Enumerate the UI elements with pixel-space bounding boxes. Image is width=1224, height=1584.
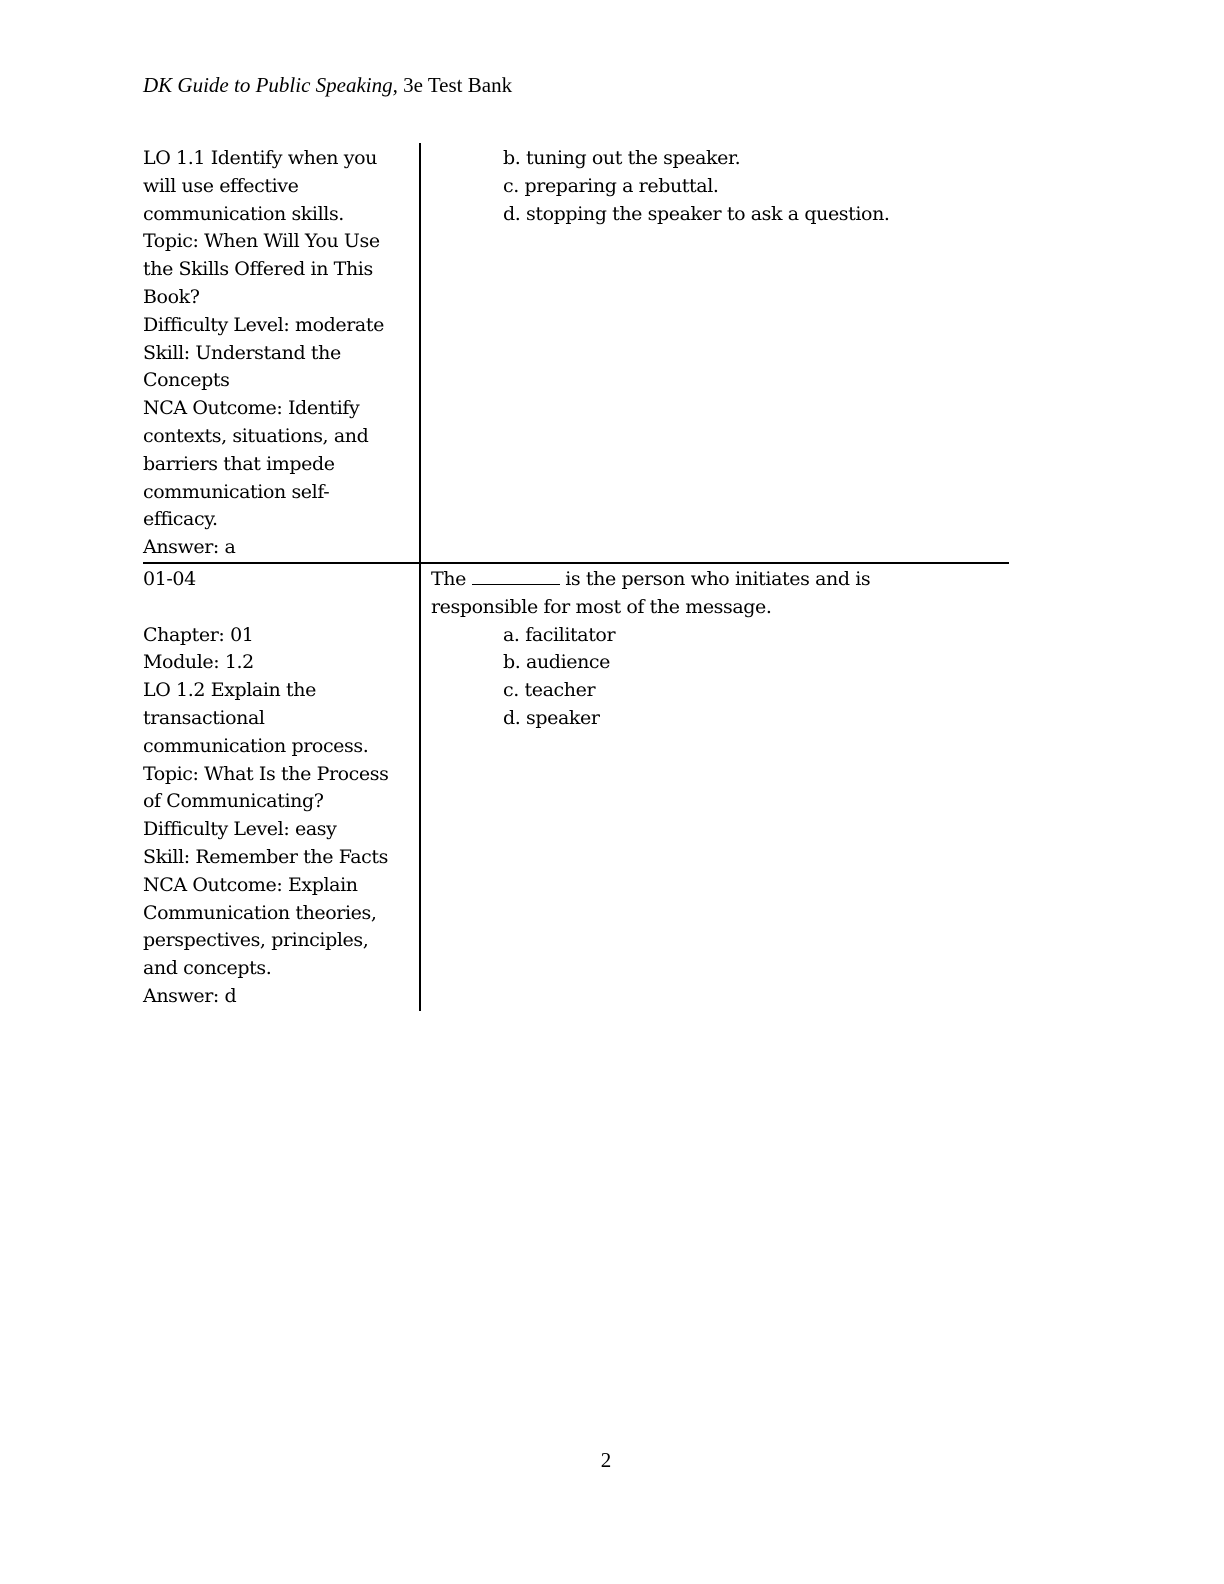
meta-line: Module: 1.2 (143, 651, 254, 674)
answer-option: b. tuning out the speaker. (503, 147, 741, 169)
meta-line: NCA Outcome: Explain (143, 873, 358, 896)
meta-line: LO 1.2 Explain the (143, 679, 316, 702)
meta-line: Book? (143, 285, 200, 308)
meta-line: barriers that impede (143, 452, 335, 475)
meta-line: Skill: Understand the (143, 341, 341, 364)
meta-line: NCA Outcome: Identify (143, 397, 360, 420)
question-text-end: is the person who initiates and is (559, 567, 871, 590)
running-header (143, 72, 512, 98)
meta-line: Difficulty Level: moderate (143, 313, 384, 336)
question-id: 01-04 (143, 567, 196, 590)
answer-option: d. speaker (503, 706, 600, 729)
question-text-start: The (431, 567, 472, 590)
question-metadata (143, 564, 421, 1011)
meta-line: transactional (143, 706, 265, 729)
meta-line: Difficulty Level: easy (143, 818, 337, 841)
question-row (143, 143, 1009, 564)
question-content (421, 143, 1009, 562)
meta-line: Topic: What Is the Process (143, 762, 389, 785)
question-stem-continued: responsible for most of the message. (431, 595, 772, 618)
spacer (143, 594, 419, 622)
answer-option: b. audience (503, 651, 611, 674)
question-row (143, 564, 1009, 1011)
meta-line: communication skills. (143, 202, 344, 225)
answer-option: c. preparing a rebuttal. (503, 174, 719, 197)
meta-line: and concepts. (143, 957, 272, 980)
answer-option: c. teacher (503, 679, 596, 702)
meta-line: will use effective (143, 174, 299, 197)
meta-line: Skill: Remember the Facts (143, 845, 388, 868)
question-stem (431, 566, 1009, 594)
question-table (143, 143, 1009, 1011)
question-content (421, 564, 1009, 1011)
answer-option: a. facilitator (503, 623, 616, 646)
meta-line: the Skills Offered in This (143, 258, 373, 281)
fill-in-blank (472, 566, 560, 585)
meta-line: perspectives, principles, (143, 929, 369, 952)
answer-line: Answer: d (143, 984, 237, 1007)
page-number: 2 (600, 1448, 612, 1472)
meta-line: contexts, situations, and (143, 424, 369, 447)
meta-line: Chapter: 01 (143, 623, 254, 646)
answer-option: d. stopping the speaker to ask a question. (503, 202, 890, 225)
answer-line: Answer: a (143, 536, 236, 559)
meta-line: LO 1.1 Identify when you (143, 147, 377, 169)
header-book-title: DK Guide to Public Speaking, (143, 73, 398, 97)
meta-line: Communication theories, (143, 901, 377, 924)
header-subtitle: 3e Test Bank (397, 73, 513, 97)
meta-line: efficacy. (143, 508, 218, 531)
meta-line: of Communicating? (143, 790, 324, 813)
meta-line: Concepts (143, 369, 230, 392)
question-metadata (143, 143, 421, 562)
meta-line: communication process. (143, 734, 369, 757)
meta-line: communication self- (143, 480, 330, 503)
meta-line: Topic: When Will You Use (143, 230, 380, 253)
